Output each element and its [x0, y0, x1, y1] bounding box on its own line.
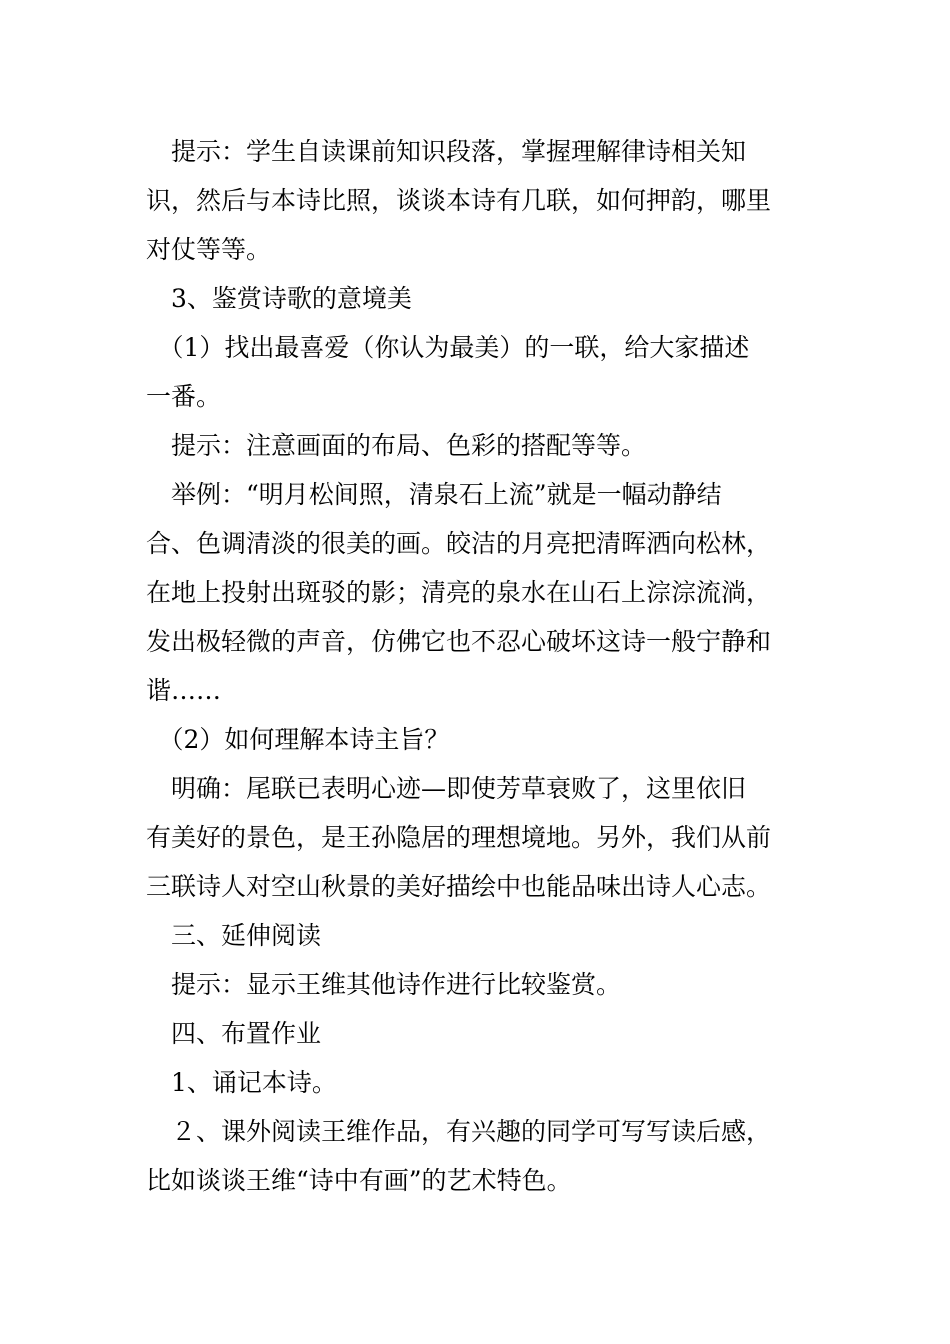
text-line: 提示：显示王维其他诗作进行比较鉴赏。 [146, 970, 622, 999]
text-line: （2）如何理解本诗主旨？ [146, 725, 450, 754]
text-line: 谐…… [146, 676, 222, 705]
paragraph [146, 960, 816, 1009]
paragraph [146, 323, 816, 421]
paragraph [146, 1009, 816, 1058]
text-line: 发出极轻微的声音，仿佛它也不忍心破坏这诗一般宁静和 [146, 627, 772, 656]
text-line: 提示：学生自读课前知识段落，掌握理解律诗相关知 [146, 137, 747, 166]
paragraph [146, 421, 816, 470]
paragraph [146, 911, 816, 960]
text-line: 四、布置作业 [146, 1019, 322, 1048]
text-line: 合、色调清淡的很美的画。皎洁的月亮把清晖洒向松林， [146, 529, 772, 558]
text-line: 识，然后与本诗比照，谈谈本诗有几联，如何押韵，哪里 [146, 186, 772, 215]
paragraph [146, 1058, 816, 1107]
paragraph [146, 764, 816, 911]
paragraph [146, 470, 816, 715]
text-line: 在地上投射出斑驳的影；清亮的泉水在山石上淙淙流淌， [146, 578, 772, 607]
text-line: 1、诵记本诗。 [146, 1068, 337, 1097]
text-line: 明确：尾联已表明心迹—即使芳草衰败了，这里依旧 [146, 774, 747, 803]
body-text [146, 127, 816, 1205]
text-line: （1）找出最喜爱（你认为最美）的一联，给大家描述 [146, 333, 750, 362]
paragraph [146, 274, 816, 323]
text-line: 举例：“明月松间照，清泉石上流”就是一幅动静结 [146, 480, 722, 509]
text-line: 对仗等等。 [146, 235, 272, 264]
paragraph [146, 715, 816, 764]
text-line: 比如谈谈王维“诗中有画”的艺术特色。 [146, 1166, 572, 1195]
text-line: 三联诗人对空山秋景的美好描绘中也能品味出诗人心志。 [146, 872, 772, 901]
paragraph [146, 127, 816, 274]
paragraph [146, 1107, 816, 1205]
text-line: 提示：注意画面的布局、色彩的搭配等等。 [146, 431, 647, 460]
text-line: 三、延伸阅读 [146, 921, 322, 950]
text-line: 一番。 [146, 382, 222, 411]
text-line: 3、鉴赏诗歌的意境美 [146, 284, 412, 313]
text-line: ２、课外阅读王维作品，有兴趣的同学可写写读后感， [146, 1117, 772, 1146]
text-line: 有美好的景色，是王孙隐居的理想境地。另外，我们从前 [146, 823, 772, 852]
